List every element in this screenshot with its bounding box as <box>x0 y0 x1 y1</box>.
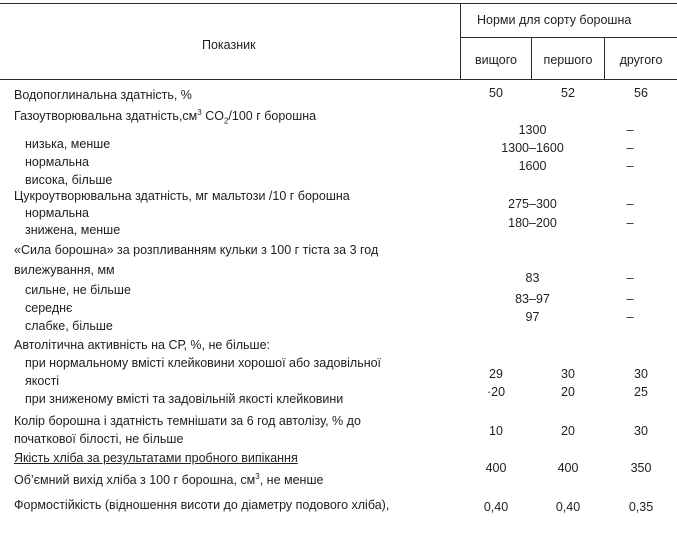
row-gas-label-sup: 3 <box>197 108 202 117</box>
header-grade-highest: вищого <box>475 53 517 67</box>
row-bread-volume-label-suffix: , не менше <box>259 473 324 488</box>
header-norms: Норми для сорту борошна <box>477 13 632 27</box>
row-sugar-reduced-label: знижена, менше <box>25 223 121 237</box>
header-indicator: Показник <box>202 38 256 52</box>
row-gas-label-prefix: Газоутворювальна здатність,см <box>14 109 198 124</box>
row-bread-quality-label: Якість хліба за результатами пробного випікання <box>14 451 298 465</box>
row-gas-normal-v3: – <box>626 141 634 155</box>
row-gas-label-suffix: /100 г борошна <box>228 109 317 124</box>
row-strength-label-line1: «Сила борошна» за розпливанням кульки з 100 г тіста за 3 год <box>14 243 379 257</box>
row-strength-weak-v3: – <box>626 310 634 324</box>
row-water-v1: 50 <box>489 86 503 100</box>
row-bread-volume-v1: 400 <box>485 461 507 475</box>
row-sugar-normal-label: нормальна <box>25 206 90 220</box>
row-sugar-normal-value: 275–300 <box>508 197 557 211</box>
row-water-v3: 56 <box>634 86 648 100</box>
row-strength-strong-v3: – <box>626 271 634 285</box>
row-strength-medium-label: середнє <box>25 301 73 315</box>
row-auto-reduced-label: при зниженому вмісті та задовільній якості клейковини <box>25 392 344 406</box>
row-gas-low-v3: – <box>626 123 634 137</box>
row-auto-normal-label-line1: при нормальному вмісті клейковини хорошої або задовільної <box>25 356 382 370</box>
row-color-label-line2: початкової білості, не більше <box>14 432 184 446</box>
row-auto-reduced-v3: 25 <box>634 385 648 399</box>
row-color-v3: 30 <box>634 424 648 438</box>
row-strength-medium-v3: – <box>626 292 634 306</box>
row-gas-low-value: 1300 <box>518 123 547 137</box>
row-gas-label <box>14 106 316 129</box>
row-gas-label-mid: CO <box>201 109 224 124</box>
row-strength-weak-label: слабке, більше <box>25 319 113 333</box>
row-shape-v3: 0,35 <box>628 500 654 514</box>
row-gas-low-label: низька, менше <box>25 137 111 151</box>
row-shape-label: Формостійкість (відношення висоти до діаметру подового хліба), <box>14 498 390 512</box>
row-shape-v2: 0,40 <box>555 500 581 514</box>
row-auto-normal-v3: 30 <box>634 367 648 381</box>
header-divider-main <box>460 3 461 79</box>
row-bread-volume-label <box>14 470 323 487</box>
row-auto-normal-v2: 30 <box>561 367 575 381</box>
header-grade-first: першого <box>543 53 593 67</box>
row-auto-reduced-v2: 20 <box>561 385 575 399</box>
row-bread-volume-label-sup: 3 <box>255 472 260 481</box>
header-grade-second: другого <box>619 53 663 67</box>
row-autolytic-label: Автолітична активність на СР, %, не більше: <box>14 338 270 352</box>
row-bread-volume-v3: 350 <box>630 461 652 475</box>
row-bread-volume-v2: 400 <box>557 461 579 475</box>
row-water-label: Водопоглинальна здатність, % <box>14 88 192 102</box>
row-auto-normal-label-line2: якості <box>25 374 60 388</box>
table-top-rule <box>0 3 677 4</box>
row-color-v1: 10 <box>489 424 503 438</box>
header-bottom-rule <box>0 79 677 80</box>
row-strength-weak-value: 97 <box>525 310 540 324</box>
row-auto-reduced-v1: ·20 <box>486 385 506 399</box>
row-strength-label-line2: вилежування, мм <box>14 263 115 277</box>
row-sugar-normal-v3: – <box>626 197 634 211</box>
row-gas-normal-value: 1300–1600 <box>501 141 564 155</box>
row-gas-high-value: 1600 <box>518 159 547 173</box>
row-auto-normal-v1: 29 <box>489 367 503 381</box>
row-color-v2: 20 <box>561 424 575 438</box>
row-water-v2: 52 <box>561 86 575 100</box>
row-bread-volume-label-prefix: Об’ємний вихід хліба з 100 г борошна, см <box>14 473 256 488</box>
row-sugar-label: Цукроутворювальна здатність, мг мальтози /10 г борошна <box>14 189 350 203</box>
row-sugar-reduced-v3: – <box>626 216 634 230</box>
row-gas-normal-label: нормальна <box>25 155 90 169</box>
header-norms-rule <box>460 37 677 38</box>
row-strength-strong-value: 83 <box>525 271 540 285</box>
row-gas-high-v3: – <box>626 159 634 173</box>
row-strength-strong-label: сильне, не більше <box>25 283 131 297</box>
row-strength-medium-value: 83–97 <box>515 292 550 306</box>
row-gas-high-label: висока, більше <box>25 173 113 187</box>
row-color-label-line1: Колір борошна і здатність темнішати за 6 год автолізу, % до <box>14 414 361 428</box>
row-shape-v1: 0,40 <box>483 500 509 514</box>
row-sugar-reduced-value: 180–200 <box>508 216 557 230</box>
row-gas-label-sub: 2 <box>223 116 229 126</box>
